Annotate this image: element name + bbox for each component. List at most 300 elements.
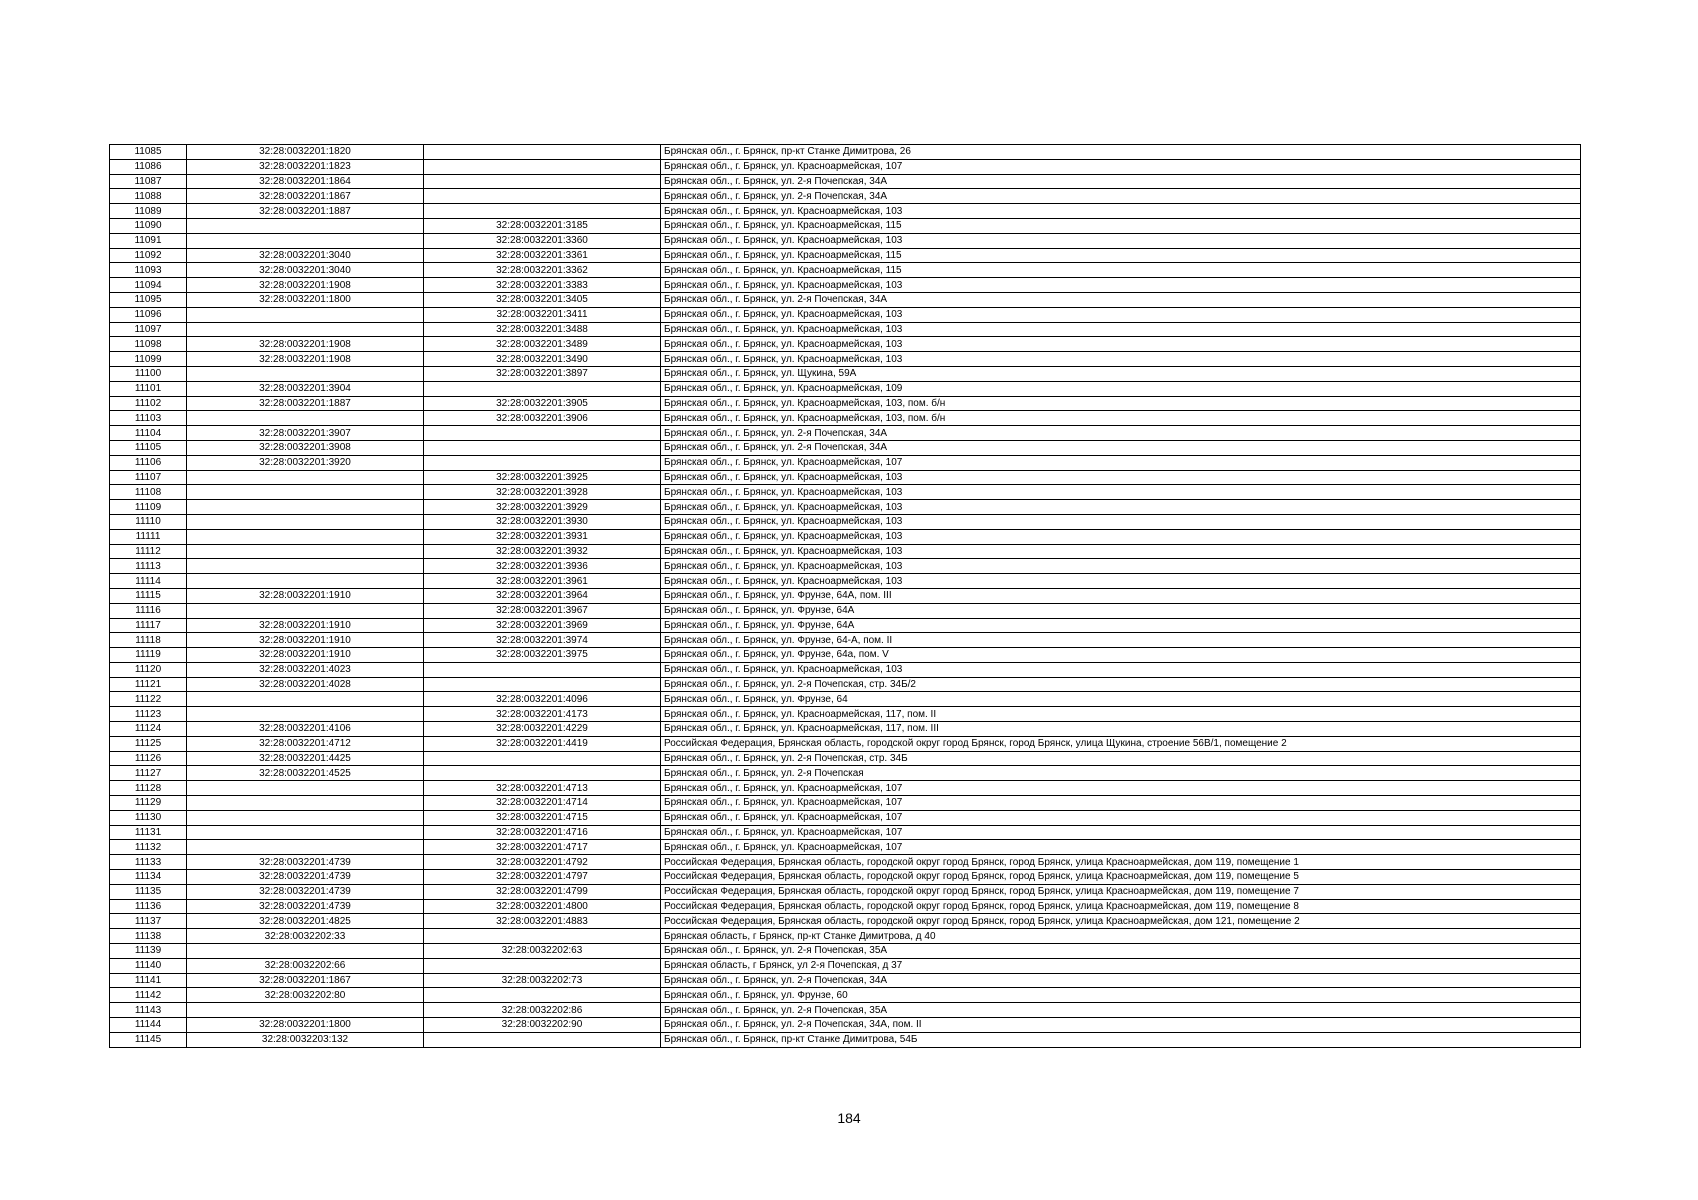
address-cell: Брянская обл., г. Брянск, ул. Фрунзе, 64А, пом. III <box>661 588 1581 603</box>
object-number-cell <box>424 174 661 189</box>
row-number-cell: 11119 <box>110 648 187 663</box>
address-cell: Брянская обл., г. Брянск, ул. Красноармейская, 115 <box>661 263 1581 278</box>
register-table <box>109 144 1581 1048</box>
row-number-cell: 11093 <box>110 263 187 278</box>
address-cell: Российская Федерация, Брянская область, городской округ город Брянск, город Брянск, улица Красноармейская, дом 119, помещение 1 <box>661 855 1581 870</box>
row-number-cell: 11107 <box>110 470 187 485</box>
table-row <box>110 189 1581 204</box>
parcel-number-cell: 32:28:0032201:3908 <box>187 440 424 455</box>
address-cell: Российская Федерация, Брянская область, городской округ город Брянск, город Брянск, улица Красноармейская, дом 119, помещение 8 <box>661 899 1581 914</box>
address-cell: Брянская обл., г. Брянск, ул. 2-я Почепская, 34А <box>661 189 1581 204</box>
address-cell: Брянская обл., г. Брянск, ул. Красноармейская, 115 <box>661 248 1581 263</box>
row-number-cell: 11087 <box>110 174 187 189</box>
address-cell: Брянская обл., г. Брянск, ул. Красноармейская, 107 <box>661 781 1581 796</box>
object-number-cell <box>424 189 661 204</box>
address-cell: Брянская обл., г. Брянск, пр-кт Станке Димитрова, 54Б <box>661 1032 1581 1047</box>
address-cell: Брянская обл., г. Брянск, ул. 2-я Почепская, стр. 34Б <box>661 751 1581 766</box>
table-row <box>110 426 1581 441</box>
parcel-number-cell <box>187 500 424 515</box>
address-cell: Брянская обл., г. Брянск, ул. Фрунзе, 64А <box>661 618 1581 633</box>
parcel-number-cell <box>187 810 424 825</box>
row-number-cell: 11112 <box>110 544 187 559</box>
row-number-cell: 11113 <box>110 559 187 574</box>
parcel-number-cell: 32:28:0032201:3907 <box>187 426 424 441</box>
object-number-cell <box>424 381 661 396</box>
table-row <box>110 603 1581 618</box>
table-row <box>110 914 1581 929</box>
address-cell: Российская Федерация, Брянская область, городской округ город Брянск, город Брянск, улица Щукина, строение 56В/1, помещение 2 <box>661 736 1581 751</box>
table-row <box>110 411 1581 426</box>
object-number-cell <box>424 929 661 944</box>
object-number-cell: 32:28:0032201:4229 <box>424 722 661 737</box>
address-cell: Российская Федерация, Брянская область, городской округ город Брянск, город Брянск, улица Красноармейская, дом 121, помещение 2 <box>661 914 1581 929</box>
row-number-cell: 11090 <box>110 218 187 233</box>
table-row <box>110 544 1581 559</box>
table-row <box>110 958 1581 973</box>
row-number-cell: 11094 <box>110 278 187 293</box>
table-row <box>110 929 1581 944</box>
table-row <box>110 440 1581 455</box>
row-number-cell: 11132 <box>110 840 187 855</box>
row-number-cell: 11108 <box>110 485 187 500</box>
row-number-cell: 11098 <box>110 337 187 352</box>
object-number-cell: 32:28:0032201:3383 <box>424 278 661 293</box>
row-number-cell: 11145 <box>110 1032 187 1047</box>
address-cell: Брянская обл., г. Брянск, ул. 2-я Почепская, 34А <box>661 440 1581 455</box>
address-cell: Брянская обл., г. Брянск, ул. 2-я Почепская, 35А <box>661 1003 1581 1018</box>
row-number-cell: 11102 <box>110 396 187 411</box>
table-row <box>110 337 1581 352</box>
table-row <box>110 1032 1581 1047</box>
table-row <box>110 988 1581 1003</box>
parcel-number-cell <box>187 781 424 796</box>
parcel-number-cell: 32:28:0032201:4028 <box>187 677 424 692</box>
table-row <box>110 145 1581 160</box>
object-number-cell: 32:28:0032201:3964 <box>424 588 661 603</box>
address-cell: Брянская обл., г. Брянск, ул. Фрунзе, 64А <box>661 603 1581 618</box>
table-row <box>110 322 1581 337</box>
row-number-cell: 11120 <box>110 662 187 677</box>
parcel-number-cell <box>187 825 424 840</box>
address-cell: Брянская область, г Брянск, пр-кт Станке Димитрова, д 40 <box>661 929 1581 944</box>
row-number-cell: 11092 <box>110 248 187 263</box>
table-row <box>110 707 1581 722</box>
table-row <box>110 588 1581 603</box>
parcel-number-cell: 32:28:0032201:1820 <box>187 145 424 160</box>
row-number-cell: 11131 <box>110 825 187 840</box>
table-row <box>110 633 1581 648</box>
parcel-number-cell: 32:28:0032201:1887 <box>187 396 424 411</box>
table-row <box>110 500 1581 515</box>
row-number-cell: 11116 <box>110 603 187 618</box>
object-number-cell <box>424 204 661 219</box>
address-cell: Брянская обл., г. Брянск, ул. Красноармейская, 109 <box>661 381 1581 396</box>
object-number-cell <box>424 426 661 441</box>
row-number-cell: 11105 <box>110 440 187 455</box>
object-number-cell: 32:28:0032201:3905 <box>424 396 661 411</box>
row-number-cell: 11134 <box>110 870 187 885</box>
object-number-cell: 32:28:0032201:3185 <box>424 218 661 233</box>
parcel-number-cell <box>187 366 424 381</box>
row-number-cell: 11124 <box>110 722 187 737</box>
address-cell: Брянская обл., г. Брянск, ул. Красноармейская, 103 <box>661 514 1581 529</box>
object-number-cell: 32:28:0032201:4716 <box>424 825 661 840</box>
table-row <box>110 884 1581 899</box>
address-cell: Брянская обл., г. Брянск, пр-кт Станке Димитрова, 26 <box>661 145 1581 160</box>
table-row <box>110 574 1581 589</box>
address-cell: Брянская обл., г. Брянск, ул. Красноармейская, 103 <box>661 233 1581 248</box>
object-number-cell: 32:28:0032201:3360 <box>424 233 661 248</box>
address-cell: Брянская обл., г. Брянск, ул. Красноармейская, 103 <box>661 337 1581 352</box>
row-number-cell: 11095 <box>110 292 187 307</box>
parcel-number-cell: 32:28:0032201:3040 <box>187 248 424 263</box>
row-number-cell: 11086 <box>110 159 187 174</box>
parcel-number-cell: 32:28:0032201:1908 <box>187 352 424 367</box>
table-row <box>110 973 1581 988</box>
parcel-number-cell: 32:28:0032201:1800 <box>187 1018 424 1033</box>
table-row <box>110 233 1581 248</box>
parcel-number-cell: 32:28:0032201:1908 <box>187 278 424 293</box>
object-number-cell: 32:28:0032201:4096 <box>424 692 661 707</box>
address-cell: Брянская область, г Брянск, ул 2-я Почепская, д 37 <box>661 958 1581 973</box>
object-number-cell: 32:28:0032201:3967 <box>424 603 661 618</box>
row-number-cell: 11089 <box>110 204 187 219</box>
table-row <box>110 307 1581 322</box>
object-number-cell: 32:28:0032201:4792 <box>424 855 661 870</box>
parcel-number-cell: 32:28:0032201:4106 <box>187 722 424 737</box>
table-row <box>110 248 1581 263</box>
address-cell: Брянская обл., г. Брянск, ул. Красноармейская, 107 <box>661 455 1581 470</box>
object-number-cell <box>424 440 661 455</box>
address-cell: Брянская обл., г. Брянск, ул. Красноармейская, 103 <box>661 544 1581 559</box>
table-row <box>110 1003 1581 1018</box>
row-number-cell: 11104 <box>110 426 187 441</box>
row-number-cell: 11110 <box>110 514 187 529</box>
object-number-cell: 32:28:0032201:3931 <box>424 529 661 544</box>
table-row <box>110 899 1581 914</box>
object-number-cell: 32:28:0032201:3405 <box>424 292 661 307</box>
row-number-cell: 11096 <box>110 307 187 322</box>
address-cell: Брянская обл., г. Брянск, ул. 2-я Почепская, 35А <box>661 944 1581 959</box>
parcel-number-cell <box>187 470 424 485</box>
parcel-number-cell: 32:28:0032201:4525 <box>187 766 424 781</box>
parcel-number-cell <box>187 944 424 959</box>
address-cell: Брянская обл., г. Брянск, ул. Красноармейская, 103 <box>661 500 1581 515</box>
row-number-cell: 11141 <box>110 973 187 988</box>
parcel-number-cell <box>187 218 424 233</box>
object-number-cell: 32:28:0032201:4173 <box>424 707 661 722</box>
row-number-cell: 11138 <box>110 929 187 944</box>
table-row <box>110 618 1581 633</box>
table-row <box>110 662 1581 677</box>
row-number-cell: 11088 <box>110 189 187 204</box>
row-number-cell: 11142 <box>110 988 187 1003</box>
object-number-cell: 32:28:0032201:3928 <box>424 485 661 500</box>
address-cell: Брянская обл., г. Брянск, ул. Красноармейская, 115 <box>661 218 1581 233</box>
parcel-number-cell <box>187 603 424 618</box>
table-row <box>110 648 1581 663</box>
object-number-cell: 32:28:0032201:3930 <box>424 514 661 529</box>
address-cell: Брянская обл., г. Брянск, ул. Красноармейская, 103, пом. б/н <box>661 411 1581 426</box>
parcel-number-cell: 32:28:0032201:4739 <box>187 899 424 914</box>
table-row <box>110 810 1581 825</box>
address-cell: Брянская обл., г. Брянск, ул. Красноармейская, 103 <box>661 352 1581 367</box>
row-number-cell: 11091 <box>110 233 187 248</box>
object-number-cell: 32:28:0032201:4717 <box>424 840 661 855</box>
table-row <box>110 381 1581 396</box>
row-number-cell: 11143 <box>110 1003 187 1018</box>
parcel-number-cell <box>187 796 424 811</box>
address-cell: Брянская обл., г. Брянск, ул. Красноармейская, 107 <box>661 159 1581 174</box>
address-cell: Брянская обл., г. Брянск, ул. Красноармейская, 117, пом. III <box>661 722 1581 737</box>
object-number-cell: 32:28:0032202:90 <box>424 1018 661 1033</box>
row-number-cell: 11137 <box>110 914 187 929</box>
row-number-cell: 11109 <box>110 500 187 515</box>
page-number: 184 <box>837 1110 861 1126</box>
object-number-cell: 32:28:0032201:3361 <box>424 248 661 263</box>
parcel-number-cell: 32:28:0032201:1910 <box>187 588 424 603</box>
object-number-cell: 32:28:0032201:4883 <box>424 914 661 929</box>
parcel-number-cell: 32:28:0032201:4023 <box>187 662 424 677</box>
parcel-number-cell: 32:28:0032201:3920 <box>187 455 424 470</box>
row-number-cell: 11114 <box>110 574 187 589</box>
table-row <box>110 736 1581 751</box>
address-cell: Брянская обл., г. Брянск, ул. 2-я Почепская, 34А, пом. II <box>661 1018 1581 1033</box>
parcel-number-cell <box>187 559 424 574</box>
address-cell: Брянская обл., г. Брянск, ул. Красноармейская, 103 <box>661 204 1581 219</box>
address-cell: Брянская обл., г. Брянск, ул. Красноармейская, 107 <box>661 810 1581 825</box>
object-number-cell <box>424 677 661 692</box>
object-number-cell <box>424 662 661 677</box>
row-number-cell: 11128 <box>110 781 187 796</box>
row-number-cell: 11101 <box>110 381 187 396</box>
parcel-number-cell: 32:28:0032201:1867 <box>187 973 424 988</box>
table-row <box>110 352 1581 367</box>
parcel-number-cell: 32:28:0032202:66 <box>187 958 424 973</box>
parcel-number-cell: 32:28:0032201:1867 <box>187 189 424 204</box>
address-cell: Брянская обл., г. Брянск, ул. 2-я Почепская, 34А <box>661 426 1581 441</box>
table-row <box>110 825 1581 840</box>
table-row <box>110 278 1581 293</box>
row-number-cell: 11106 <box>110 455 187 470</box>
table-row <box>110 485 1581 500</box>
table-row <box>110 796 1581 811</box>
object-number-cell: 32:28:0032202:86 <box>424 1003 661 1018</box>
object-number-cell: 32:28:0032201:4714 <box>424 796 661 811</box>
row-number-cell: 11115 <box>110 588 187 603</box>
register-table-body <box>110 145 1581 1048</box>
table-row <box>110 722 1581 737</box>
row-number-cell: 11118 <box>110 633 187 648</box>
address-cell: Брянская обл., г. Брянск, ул. 2-я Почепская, 34А <box>661 174 1581 189</box>
address-cell: Брянская обл., г. Брянск, ул. Красноармейская, 103 <box>661 529 1581 544</box>
object-number-cell: 32:28:0032201:4800 <box>424 899 661 914</box>
object-number-cell: 32:28:0032201:3488 <box>424 322 661 337</box>
object-number-cell: 32:28:0032201:3936 <box>424 559 661 574</box>
address-cell: Брянская обл., г. Брянск, ул. Щукина, 59А <box>661 366 1581 381</box>
object-number-cell: 32:28:0032201:3929 <box>424 500 661 515</box>
table-row <box>110 263 1581 278</box>
object-number-cell: 32:28:0032202:73 <box>424 973 661 988</box>
row-number-cell: 11122 <box>110 692 187 707</box>
table-row <box>110 396 1581 411</box>
parcel-number-cell: 32:28:0032201:3040 <box>187 263 424 278</box>
object-number-cell <box>424 751 661 766</box>
parcel-number-cell <box>187 322 424 337</box>
address-cell: Брянская обл., г. Брянск, ул. 2-я Почепская, 34А <box>661 973 1581 988</box>
table-row <box>110 870 1581 885</box>
address-cell: Брянская обл., г. Брянск, ул. Красноармейская, 103 <box>661 485 1581 500</box>
parcel-number-cell: 32:28:0032201:3904 <box>187 381 424 396</box>
address-cell: Брянская обл., г. Брянск, ул. 2-я Почепская <box>661 766 1581 781</box>
parcel-number-cell: 32:28:0032201:1910 <box>187 633 424 648</box>
parcel-number-cell: 32:28:0032201:1800 <box>187 292 424 307</box>
object-number-cell: 32:28:0032201:3969 <box>424 618 661 633</box>
row-number-cell: 11139 <box>110 944 187 959</box>
table-row <box>110 292 1581 307</box>
parcel-number-cell: 32:28:0032203:132 <box>187 1032 424 1047</box>
table-row <box>110 944 1581 959</box>
parcel-number-cell: 32:28:0032201:1910 <box>187 618 424 633</box>
object-number-cell <box>424 958 661 973</box>
object-number-cell: 32:28:0032201:4715 <box>424 810 661 825</box>
row-number-cell: 11103 <box>110 411 187 426</box>
table-row <box>110 840 1581 855</box>
row-number-cell: 11085 <box>110 145 187 160</box>
object-number-cell <box>424 145 661 160</box>
object-number-cell: 32:28:0032201:3906 <box>424 411 661 426</box>
table-row <box>110 366 1581 381</box>
table-row <box>110 1018 1581 1033</box>
object-number-cell: 32:28:0032201:3897 <box>424 366 661 381</box>
parcel-number-cell: 32:28:0032201:4825 <box>187 914 424 929</box>
address-cell: Брянская обл., г. Брянск, ул. Фрунзе, 64-А, пом. II <box>661 633 1581 648</box>
parcel-number-cell <box>187 485 424 500</box>
parcel-number-cell <box>187 307 424 322</box>
parcel-number-cell: 32:28:0032201:1864 <box>187 174 424 189</box>
row-number-cell: 11099 <box>110 352 187 367</box>
object-number-cell: 32:28:0032201:3490 <box>424 352 661 367</box>
address-cell: Брянская обл., г. Брянск, ул. Красноармейская, 103 <box>661 278 1581 293</box>
address-cell: Брянская обл., г. Брянск, ул. Красноармейская, 103 <box>661 662 1581 677</box>
address-cell: Брянская обл., г. Брянск, ул. Красноармейская, 103, пом. б/н <box>661 396 1581 411</box>
parcel-number-cell: 32:28:0032201:4739 <box>187 884 424 899</box>
object-number-cell: 32:28:0032201:3932 <box>424 544 661 559</box>
row-number-cell: 11126 <box>110 751 187 766</box>
parcel-number-cell <box>187 574 424 589</box>
table-row <box>110 204 1581 219</box>
row-number-cell: 11136 <box>110 899 187 914</box>
address-cell: Брянская обл., г. Брянск, ул. Красноармейская, 103 <box>661 559 1581 574</box>
parcel-number-cell: 32:28:0032201:1887 <box>187 204 424 219</box>
address-cell: Брянская обл., г. Брянск, ул. Красноармейская, 103 <box>661 470 1581 485</box>
table-row <box>110 559 1581 574</box>
row-number-cell: 11097 <box>110 322 187 337</box>
object-number-cell: 32:28:0032201:4419 <box>424 736 661 751</box>
row-number-cell: 11129 <box>110 796 187 811</box>
object-number-cell <box>424 766 661 781</box>
object-number-cell <box>424 455 661 470</box>
table-row <box>110 781 1581 796</box>
address-cell: Российская Федерация, Брянская область, городской округ город Брянск, город Брянск, улица Красноармейская, дом 119, помещение 5 <box>661 870 1581 885</box>
row-number-cell: 11123 <box>110 707 187 722</box>
table-row <box>110 692 1581 707</box>
object-number-cell: 32:28:0032201:3925 <box>424 470 661 485</box>
row-number-cell: 11117 <box>110 618 187 633</box>
row-number-cell: 11127 <box>110 766 187 781</box>
object-number-cell <box>424 988 661 1003</box>
object-number-cell: 32:28:0032201:3411 <box>424 307 661 322</box>
object-number-cell: 32:28:0032201:4713 <box>424 781 661 796</box>
row-number-cell: 11125 <box>110 736 187 751</box>
row-number-cell: 11133 <box>110 855 187 870</box>
parcel-number-cell: 32:28:0032201:4739 <box>187 870 424 885</box>
object-number-cell <box>424 1032 661 1047</box>
address-cell: Брянская обл., г. Брянск, ул. Красноармейская, 103 <box>661 322 1581 337</box>
parcel-number-cell: 32:28:0032201:4425 <box>187 751 424 766</box>
parcel-number-cell <box>187 411 424 426</box>
object-number-cell <box>424 159 661 174</box>
row-number-cell: 11111 <box>110 529 187 544</box>
object-number-cell: 32:28:0032202:63 <box>424 944 661 959</box>
parcel-number-cell <box>187 233 424 248</box>
parcel-number-cell <box>187 514 424 529</box>
row-number-cell: 11144 <box>110 1018 187 1033</box>
row-number-cell: 11130 <box>110 810 187 825</box>
parcel-number-cell: 32:28:0032201:1823 <box>187 159 424 174</box>
address-cell: Брянская обл., г. Брянск, ул. Красноармейская, 103 <box>661 307 1581 322</box>
table-row <box>110 751 1581 766</box>
object-number-cell: 32:28:0032201:4799 <box>424 884 661 899</box>
table-row <box>110 855 1581 870</box>
address-cell: Брянская обл., г. Брянск, ул. Красноармейская, 107 <box>661 840 1581 855</box>
parcel-number-cell <box>187 707 424 722</box>
parcel-number-cell <box>187 544 424 559</box>
object-number-cell: 32:28:0032201:3489 <box>424 337 661 352</box>
object-number-cell: 32:28:0032201:3975 <box>424 648 661 663</box>
parcel-number-cell: 32:28:0032201:4739 <box>187 855 424 870</box>
table-row <box>110 677 1581 692</box>
address-cell: Брянская обл., г. Брянск, ул. Красноармейская, 107 <box>661 796 1581 811</box>
address-cell: Брянская обл., г. Брянск, ул. Красноармейская, 117, пом. II <box>661 707 1581 722</box>
parcel-number-cell: 32:28:0032202:33 <box>187 929 424 944</box>
address-cell: Брянская обл., г. Брянск, ул. Красноармейская, 107 <box>661 825 1581 840</box>
object-number-cell: 32:28:0032201:4797 <box>424 870 661 885</box>
table-row <box>110 514 1581 529</box>
address-cell: Брянская обл., г. Брянск, ул. Фрунзе, 64 <box>661 692 1581 707</box>
object-number-cell: 32:28:0032201:3961 <box>424 574 661 589</box>
object-number-cell: 32:28:0032201:3974 <box>424 633 661 648</box>
object-number-cell: 32:28:0032201:3362 <box>424 263 661 278</box>
parcel-number-cell: 32:28:0032201:4712 <box>187 736 424 751</box>
address-cell: Брянская обл., г. Брянск, ул. 2-я Почепская, стр. 34Б/2 <box>661 677 1581 692</box>
address-cell: Брянская обл., г. Брянск, ул. Фрунзе, 60 <box>661 988 1581 1003</box>
row-number-cell: 11121 <box>110 677 187 692</box>
table-row <box>110 529 1581 544</box>
table-row <box>110 159 1581 174</box>
row-number-cell: 11100 <box>110 366 187 381</box>
parcel-number-cell <box>187 840 424 855</box>
parcel-number-cell <box>187 692 424 707</box>
address-cell: Брянская обл., г. Брянск, ул. 2-я Почепская, 34А <box>661 292 1581 307</box>
parcel-number-cell <box>187 529 424 544</box>
address-cell: Российская Федерация, Брянская область, городской округ город Брянск, город Брянск, улица Красноармейская, дом 119, помещение 7 <box>661 884 1581 899</box>
parcel-number-cell: 32:28:0032201:1908 <box>187 337 424 352</box>
parcel-number-cell <box>187 1003 424 1018</box>
address-cell: Брянская обл., г. Брянск, ул. Фрунзе, 64а, пом. V <box>661 648 1581 663</box>
table-row <box>110 218 1581 233</box>
table-row <box>110 174 1581 189</box>
